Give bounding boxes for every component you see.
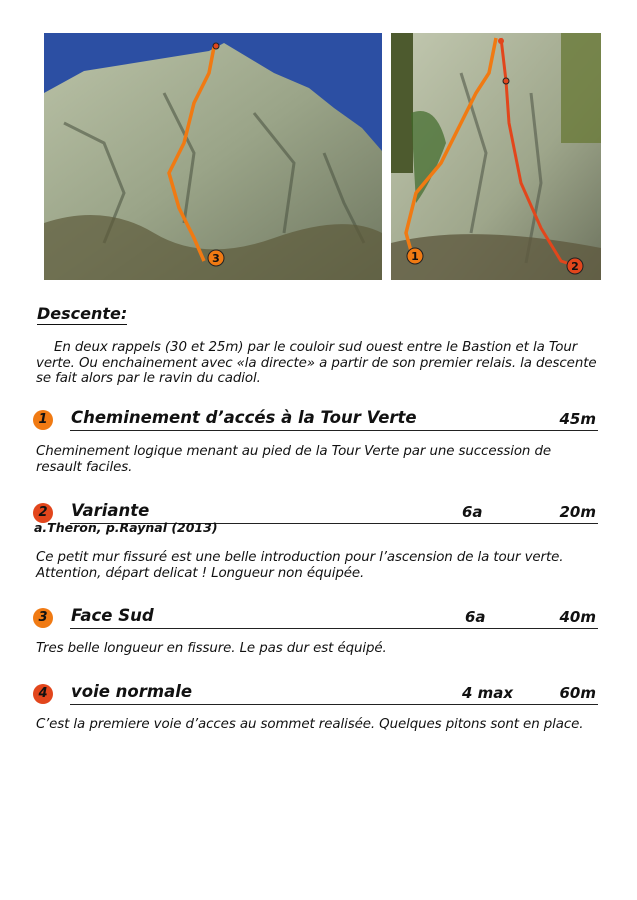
route-length: 60m <box>559 684 596 702</box>
route-grade: 6a <box>462 503 483 521</box>
route-grade: 6a <box>465 608 486 626</box>
route-number-badge: 1 <box>33 410 53 430</box>
route-1-description: Cheminement logique menant au pied de la Tour Verte par une succession de resault faciles. <box>36 444 552 475</box>
route-3-description: Tres belle longueur en fissure. Le pas dur est équipé. <box>36 641 387 656</box>
descente-text: En deux rappels (30 et 25m) par le couloir sud ouest entre le Bastion et la Tour verte. Ou enchainement avec «la directe» a partir de son premier relais. la descente se fait alors par le ravin du cadiol. <box>36 340 597 386</box>
marker-2: 2 <box>571 260 579 273</box>
photo-tour-verte <box>391 33 601 280</box>
route-name: Face Sud <box>71 606 154 625</box>
route-length: 20m <box>559 503 596 521</box>
route-number-badge: 3 <box>33 608 53 628</box>
descente-heading: Descente: <box>37 304 128 323</box>
route-2-description: Ce petit mur fissuré est une belle introduction pour l’ascension de la tour verte. Attention, départ delicat ! Longueur non équipée. <box>36 550 564 581</box>
route-1-header <box>30 407 598 433</box>
route-length: 45m <box>559 410 596 428</box>
route-name: voie normale <box>71 682 193 701</box>
route-name: Variante <box>71 501 150 520</box>
divider <box>70 704 598 705</box>
route-2-author: a.Theron, p.Raynal (2013) <box>34 520 218 535</box>
route-4-description: C’est la premiere voie d’acces au sommet realisée. Quelques pitons sont en place. <box>36 717 584 732</box>
route-3-header <box>30 605 598 631</box>
route-length: 40m <box>559 608 596 626</box>
route-grade: 4 max <box>462 684 514 702</box>
route-number-badge: 4 <box>33 684 53 704</box>
route-number-badge: 2 <box>33 503 53 523</box>
divider <box>70 628 598 629</box>
marker-3: 3 <box>212 252 220 265</box>
route-name: Cheminement d’accés à la Tour Verte <box>71 408 417 427</box>
marker-1: 1 <box>411 250 419 263</box>
divider <box>70 430 598 431</box>
photo-face-sud <box>44 33 382 280</box>
route-4-header <box>30 681 598 707</box>
